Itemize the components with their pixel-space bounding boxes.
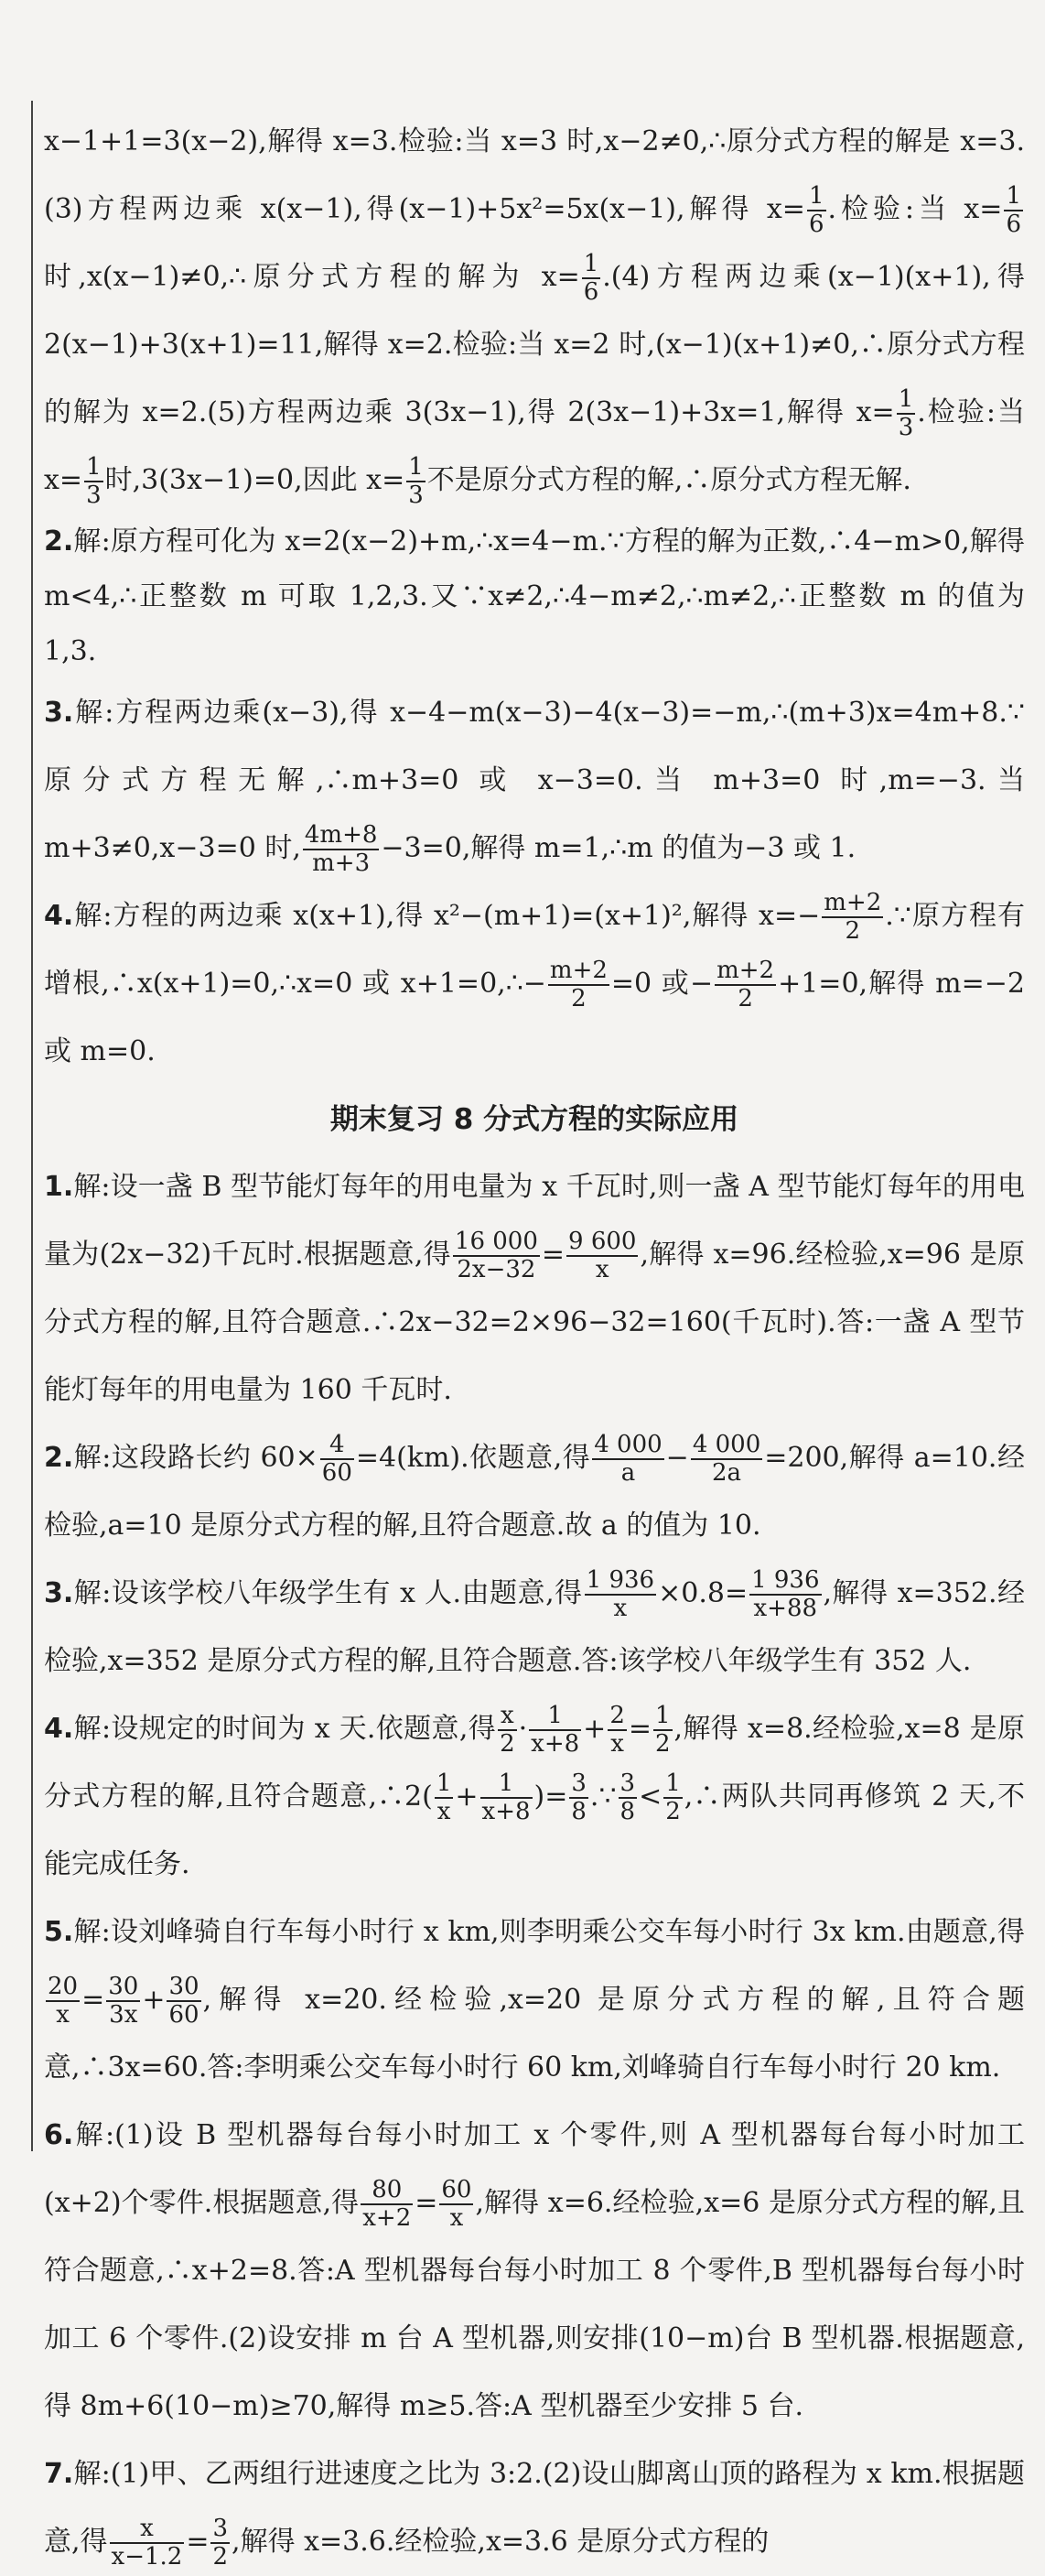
fraction — [453, 1228, 540, 1283]
fraction-numerator: 60 — [441, 2176, 472, 2204]
text-run: 解:方程两边乘(x−3),得 x−4−m(x−3)−4(x−3)=−m,∴(m+3)x=4m+8.∵原分式方程无解,∴m+3=0 或 x−3=0.当 m+3=0 时,m=−3.当 m+3≠0,x−3=0 时, — [44, 697, 1025, 864]
fraction — [320, 1432, 354, 1486]
fraction-numerator: 1 — [583, 250, 599, 278]
fraction-numerator: 4 — [329, 1431, 345, 1459]
text-run: − — [665, 1442, 689, 1474]
fraction-denominator: 2 — [548, 984, 609, 1012]
fraction-denominator: 2a — [691, 1458, 762, 1487]
item-number: 1. — [44, 1171, 74, 1203]
answer-paragraph-q2 — [44, 1424, 1025, 1560]
fraction-denominator: 3 — [408, 482, 424, 509]
text-run: = — [186, 2526, 210, 2558]
fraction — [167, 1974, 200, 2028]
item-number: 4. — [44, 1713, 74, 1745]
fraction-numerator: 9 600 — [568, 1228, 637, 1256]
fraction-denominator: m+3 — [303, 849, 380, 877]
text-run: 解:(1)甲、乙两组行进速度之比为 3:2.(2)设山脚离山顶的路程为 x km.根据题意,得 — [44, 2458, 1025, 2558]
fraction-numerator: 4 000 — [692, 1431, 761, 1459]
fraction-numerator: 3 — [571, 1770, 587, 1798]
fraction-denominator: 6 — [583, 278, 599, 306]
answer-paragraph-p1 — [44, 108, 1025, 514]
text-run: 解:(1)设 B 型机器每台每小时加工 x 个零件,则 A 型机器每台每小时加工(x+2)个零件.根据题意,得 — [44, 2119, 1025, 2219]
fraction-denominator: x−1.2 — [111, 2543, 183, 2571]
fraction-denominator: x+8 — [481, 1798, 531, 1825]
fraction-numerator: 1 936 — [586, 1566, 655, 1595]
text-run: 时,3(3x−1)=0,因此 x= — [104, 464, 405, 496]
text-run: 解:设刘峰骑自行车每小时行 x km,则李明乘公交车每小时行 3x km.由题意,得 — [73, 1916, 1025, 1948]
text-run: 不是原分式方程的解,∴原分式方程无解. — [426, 464, 911, 496]
fraction-denominator: 2 — [665, 1798, 681, 1825]
fraction-numerator: 16 000 — [454, 1228, 538, 1256]
fraction-numerator: 3 — [619, 1770, 636, 1798]
fraction-denominator: 2 — [500, 1730, 515, 1758]
text-run: 解:设一盏 B 型节能灯每年的用电量为 x 千瓦时,则一盏 A 型节能灯每年的用电量为(2x−32)千瓦时.根据题意,得 — [44, 1171, 1025, 1271]
item-number: 3. — [44, 1577, 74, 1609]
fraction — [807, 183, 826, 237]
fraction-numerator: 2 — [609, 1702, 625, 1730]
text-run: ,解得 x=8.经检验,x=8 是原分式方程的解,且符合题意,∴2( — [44, 1713, 1025, 1813]
fraction — [84, 454, 103, 508]
fraction-numerator: 4 000 — [594, 1431, 663, 1459]
text-run: + — [583, 1713, 607, 1745]
item-number: 5. — [44, 1916, 74, 1948]
answer-paragraph-q7 — [44, 2441, 1025, 2576]
fraction — [585, 1567, 656, 1621]
fraction-denominator: 2 — [655, 1730, 671, 1758]
answer-paragraph-q6 — [44, 2102, 1025, 2441]
text-run: .∵原方程有增根,∴x(x+1)=0,∴x=0 或 x+1=0,∴− — [44, 900, 1026, 1000]
item-number: 7. — [44, 2458, 74, 2490]
item-number: 2. — [44, 1442, 74, 1474]
text-run: ,解得 x=3.6.经检验,x=3.6 是原分式方程的 — [232, 2526, 770, 2558]
text-run: 解:这段路长约 60× — [73, 1442, 318, 1474]
fraction — [210, 2516, 230, 2570]
text-run: = — [415, 2187, 438, 2219]
fraction-denominator: a — [592, 1458, 663, 1487]
answer-paragraph-p3 — [44, 679, 1025, 882]
text-run: .检验:当 x= — [827, 193, 1003, 225]
fraction — [822, 890, 883, 944]
fraction — [582, 251, 601, 305]
text-run: 解:设该学校八年级学生有 x 人.由题意,得 — [73, 1577, 583, 1609]
text-run: )= — [533, 1780, 568, 1813]
text-run: 解:设规定的时间为 x 天.依题意,得 — [73, 1713, 497, 1745]
text-run: ,解得 x=96.经检验,x=96 是原分式方程的解,且符合题意.∴2x−32=2×96−32=160(千瓦时).答:一盏 A 型节能灯每年的用电量为 160 千瓦时. — [44, 1239, 1025, 1406]
text-run: = — [81, 1984, 105, 2016]
fraction-numerator: m+2 — [824, 889, 882, 917]
fraction-denominator: x — [435, 1797, 454, 1825]
text-run: 时,x(x−1)≠0,∴原分式方程的解为 x= — [44, 261, 580, 293]
fraction-numerator: 1 — [665, 1770, 681, 1798]
text-run: ,解得 x=352.经检验,x=352 是原分式方程的解,且符合题意.答:该学校八年级学生有 352 人. — [44, 1577, 1025, 1677]
fraction-numerator: m+2 — [716, 957, 775, 985]
fraction-denominator: 60 — [168, 2001, 199, 2029]
fraction-denominator: x — [46, 2000, 80, 2029]
fraction — [653, 1703, 673, 1757]
fraction-denominator: x — [566, 1255, 638, 1283]
fraction-numerator: x — [501, 1702, 514, 1730]
fraction-denominator: 2x−32 — [453, 1255, 540, 1283]
fraction-numerator: 30 — [168, 1973, 199, 2001]
fraction — [715, 958, 776, 1012]
fraction — [361, 2177, 413, 2231]
text-run: =0 或− — [610, 968, 714, 1000]
fraction — [569, 1770, 588, 1824]
section-heading: 期末复习 8 分式方程的实际应用 — [329, 1103, 739, 1136]
answer-paragraph-q1 — [44, 1153, 1025, 1424]
text-run: ×0.8= — [658, 1577, 749, 1609]
text-run: = — [628, 1713, 652, 1745]
fraction — [566, 1228, 638, 1283]
fraction — [46, 1974, 80, 2028]
answer-text-column — [44, 108, 1025, 2576]
fraction — [498, 1703, 517, 1757]
answer-paragraph-q5 — [44, 1899, 1025, 2102]
text-run: 解:方程的两边乘 x(x+1),得 x²−(m+1)=(x+1)²,解得 x=− — [73, 900, 821, 932]
fraction-numerator: 1 — [547, 1702, 563, 1730]
text-run: + — [142, 1984, 166, 2016]
fraction-denominator: 6 — [1006, 211, 1021, 238]
text-run: .(4)方程两边乘(x−1)(x+1),得 2(x−1)+3(x+1)=11,解得 x=2.检验:当 x=2 时,(x−1)(x+1)≠0,∴原分式方程的解为 x=2.(5)方程两边乘 3(3x−1),得 2(3x−1)+3x=1,解得 x= — [44, 261, 1025, 428]
fraction — [303, 822, 380, 876]
fraction-denominator: 3x — [106, 2000, 140, 2029]
text-run: +1=0,解得 m=−2 或 m=0. — [44, 968, 1025, 1067]
fraction-numerator: m+2 — [549, 957, 608, 985]
fraction — [663, 1770, 683, 1824]
fraction-denominator: x+2 — [362, 2204, 412, 2232]
fraction-denominator: 8 — [571, 1798, 587, 1825]
fraction-denominator: 60 — [321, 1459, 352, 1487]
fraction-denominator: 3 — [898, 414, 914, 441]
text-run: < — [639, 1780, 663, 1813]
fraction-numerator: 3 — [212, 2515, 229, 2543]
item-number: 4. — [44, 900, 74, 932]
fraction-numerator: 30 — [108, 1973, 139, 2001]
text-run: 解:原方程可化为 x=2(x−2)+m,∴x=4−m.∵方程的解为正数,∴4−m>0,解得 m<4,∴正整数 m 可取 1,2,3.又∵x≠2,∴4−m≠2,∴m≠2,∴正整数 m 的值为 1,3. — [44, 525, 1025, 667]
fraction — [619, 1770, 638, 1824]
fraction-denominator: x — [585, 1594, 656, 1622]
fraction-denominator: 3 — [86, 482, 102, 509]
fraction — [106, 1974, 140, 2028]
fraction — [691, 1432, 762, 1486]
text-run: x−1+1=3(x−2),解得 x=3.检验:当 x=3 时,x−2≠0,∴原分式方程的解是 x=3.(3)方程两边乘 x(x−1),得(x−1)+5x²=5x(x−1),解得 x= — [44, 125, 1025, 225]
fraction-numerator: 1 936 — [751, 1566, 820, 1595]
text-run: =4(km).依题意,得 — [355, 1442, 591, 1474]
fraction-numerator: 4m+8 — [304, 821, 378, 850]
answer-paragraph-p2 — [44, 514, 1025, 679]
text-run: = — [541, 1239, 566, 1271]
fraction — [749, 1567, 821, 1621]
text-run: .∵ — [589, 1780, 617, 1813]
fraction-denominator: 6 — [808, 211, 824, 238]
margin-rule — [31, 101, 33, 2151]
fraction-numerator: 1 — [86, 453, 102, 482]
fraction — [548, 958, 609, 1012]
fraction-numerator: 20 — [48, 1973, 79, 2001]
fraction-numerator: 1 — [655, 1702, 671, 1730]
fraction-numerator: x — [140, 2515, 154, 2543]
fraction-numerator: 1 — [1006, 182, 1021, 211]
fraction — [406, 454, 426, 508]
answer-paragraph-p4 — [44, 882, 1025, 1086]
fraction-denominator: 2 — [822, 916, 883, 945]
fraction — [608, 1703, 627, 1757]
fraction-numerator: 1 — [408, 453, 424, 482]
fraction — [110, 2516, 185, 2570]
text-run: · — [518, 1713, 528, 1745]
fraction — [529, 1703, 581, 1757]
fraction-numerator: 1 — [498, 1770, 514, 1798]
text-run: −3=0,解得 m=1,∴m 的值为−3 或 1. — [381, 832, 856, 864]
fraction-denominator: 8 — [619, 1798, 636, 1825]
fraction — [1004, 183, 1023, 237]
fraction-denominator: x — [439, 2203, 473, 2232]
item-number: 6. — [44, 2119, 74, 2151]
item-number: 3. — [44, 697, 74, 729]
fraction-numerator: 1 — [808, 182, 824, 211]
fraction-denominator: x+8 — [531, 1730, 580, 1758]
fraction-numerator: 1 — [436, 1770, 452, 1798]
text-run: .检验:当 x= — [44, 396, 1025, 496]
fraction-denominator: 2 — [715, 984, 776, 1012]
fraction-denominator: 2 — [212, 2543, 229, 2571]
text-run: ,解得 x=6.经检验,x=6 是原分式方程的解,且符合题意,∴x+2=8.答:A 型机器每台每小时加工 8 个零件,B 型机器每台每小时加工 6 个零件.(2)设安排 m 台 A 型机器,则安排(10−m)台 B 型机器.根据题意,得 8m+6(10−m)≥70,解得 m≥5.答:A 型机器至少安排 5 台. — [44, 2187, 1025, 2422]
fraction-denominator: x+88 — [749, 1594, 821, 1622]
text-run: ,∴两队共同再修筑 2 天,不能完成任务. — [44, 1780, 1025, 1880]
fraction — [592, 1432, 663, 1486]
fraction-denominator: x — [608, 1729, 627, 1758]
item-number: 2. — [44, 525, 74, 557]
answer-paragraph-q4 — [44, 1695, 1025, 1899]
fraction-numerator: 80 — [372, 2176, 403, 2204]
fraction-numerator: 1 — [898, 385, 914, 414]
text-run: ,解得 x=20.经检验,x=20 是原分式方程的解,且符合题意,∴3x=60.答:李明乘公交车每小时行 60 km,刘峰骑自行车每小时行 20 km. — [44, 1984, 1025, 2084]
answer-paragraph-q3 — [44, 1560, 1025, 1695]
text-run: =200,解得 a=10.经检验,a=10 是原分式方程的解,且符合题意.故 a 的值为 10. — [44, 1442, 1025, 1542]
fraction — [897, 386, 916, 440]
fraction — [435, 1770, 454, 1824]
fraction — [480, 1770, 533, 1824]
fraction — [439, 2177, 473, 2231]
text-run: + — [455, 1780, 479, 1813]
